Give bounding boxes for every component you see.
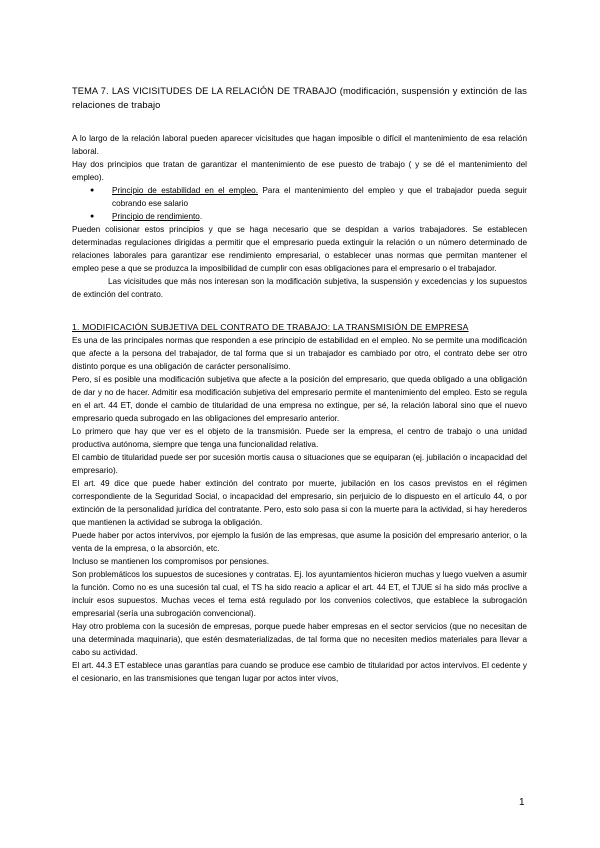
document-title: TEMA 7. LAS VICISITUDES DE LA RELACIÓN DE TRABAJO (modificación, suspensión y extinción de las relaciones de trabajo xyxy=(72,86,527,110)
document-page xyxy=(72,84,527,685)
body-paragraph: Son problemáticos los supuestos de sucesiones y contratas. Ej. los ayuntamientos hicieron muchas y luego vuelven a asumir la función. Como no es una sucesión tal cual, el TS ha sido reacio a aplicar el art. 44 ET, el TJUE sí ha sido más proclive a incluir esos supuestos. Muchas veces el tema está regulado por los convenios colectivos, que establece la subrogación empresarial (sería una subrogación convencional). xyxy=(72,570,527,618)
principle-text: . xyxy=(199,212,203,221)
body-paragraph: Incluso se mantienen los compromisos por pensiones. xyxy=(72,557,270,566)
principle-name: Principio de rendimiento xyxy=(112,212,200,221)
body-paragraph: Hay otro problema con la sucesión de empresas, porque puede haber empresas en el sector servicios (que no necesitan de una determinada maquinaria), que estén desmaterializadas, de tal forma que no necesiten medios materiales para llevar a cabo su actividad. xyxy=(72,622,527,657)
intro-paragraph-2: Hay dos principios que tratan de garantizar el mantenimiento de ese puesto de trabajo ( y se dé el mantenimiento del empleo). xyxy=(72,160,527,182)
body-paragraph: El art. 44.3 ET establece unas garantías para cuando se produce ese cambio de titularidad por actos intervivos. El cedente y el cesionario, en las transmisiones que tengan lugar por actos inter vivos, xyxy=(72,661,527,683)
section-heading: 1. MODIFICACIÓN SUBJETIVA DEL CONTRATO DE TRABAJO: LA TRANSMISIÓN DE EMPRESA xyxy=(72,322,469,332)
list-item xyxy=(72,184,527,210)
page-number: 1 xyxy=(519,797,525,808)
body-paragraph: Es una de las principales normas que responden a ese principio de estabilidad en el empleo. No se permite una modificación que afecte a la persona del trabajador, de tal forma que si un trabajador es cambiado por otro, el contrato debe ser otro distinto porque es una obligación de carácter personalísimo. xyxy=(72,336,527,371)
principle-text: Para el mantenimiento del empleo y que el trabajador pueda seguir cobrando ese salario xyxy=(112,186,528,208)
body-paragraph: Lo primero que hay que ver es el objeto de la transmisión. Puede ser la empresa, el centro de trabajo o una unidad productiva autónoma, siempre que tenga una funcionalidad relativa. xyxy=(72,427,527,449)
intro-paragraph-1: A lo largo de la relación laboral pueden aparecer vicisitudes que hagan imposible o difícil el mantenimiento de esa relación laboral. xyxy=(72,134,527,156)
list-item xyxy=(72,210,527,223)
intro-paragraph-4: Las vicisitudes que más nos interesan son la modificación subjetiva, la suspensión y excedencias y los supuestos de extinción del contrato. xyxy=(72,277,527,299)
body-paragraph: El art. 49 dice que puede haber extinción del contrato por muerte, jubilación en los casos previstos en el régimen correspondiente de la Seguridad Social, o incapacidad del empresario, sin perjuicio de lo dispuesto en el artículo 44, o por extinción de la personalidad jurídica del contratante. Pero, esto solo pasa si con la muerte para la actividad, si hay herederos que mantienen la actividad se subroga la obligación. xyxy=(72,479,527,527)
intro-paragraph-3: Pueden colisionar estos principios y que se haga necesario que se despidan a varios trabajadores. Se establecen determinadas regulaciones dirigidas a permitir que el empresario pueda extinguir la relación o un número determinado de relaciones laborales para garantizar ese rendimiento empresarial, o establecer unas normas que permitan mantener el empleo pese a que se produzca la imposibilidad de cumplir con esas obligaciones para el empresario o el trabajador. xyxy=(72,225,527,273)
principles-list xyxy=(72,184,527,223)
principle-name: Principio de estabilidad en el empleo. xyxy=(112,186,258,195)
body-paragraph: Puede haber por actos intervivos, por ejemplo la fusión de las empresas, que asume la posición del empresario anterior, o la venta de la empresa, o la absorción, etc. xyxy=(72,531,527,553)
body-paragraph: Pero, sí es posible una modificación subjetiva que afecte a la posición del empresario, que queda obligado a una obligación de dar y no de hacer. Admitir esa modificación subjetiva del empresario permite el mantenimiento del empleo. Esto se regula en el art. 44 ET, donde el cambio de titularidad de una empresa no extingue, per sé, la relación laboral sino que el nuevo empresario queda subrogado en las obligaciones del empresario anterior. xyxy=(72,375,527,423)
body-paragraph: El cambio de titularidad puede ser por sucesión mortis causa o situaciones que se equiparan (ej. jubilación o incapacidad del empresario). xyxy=(72,453,527,475)
